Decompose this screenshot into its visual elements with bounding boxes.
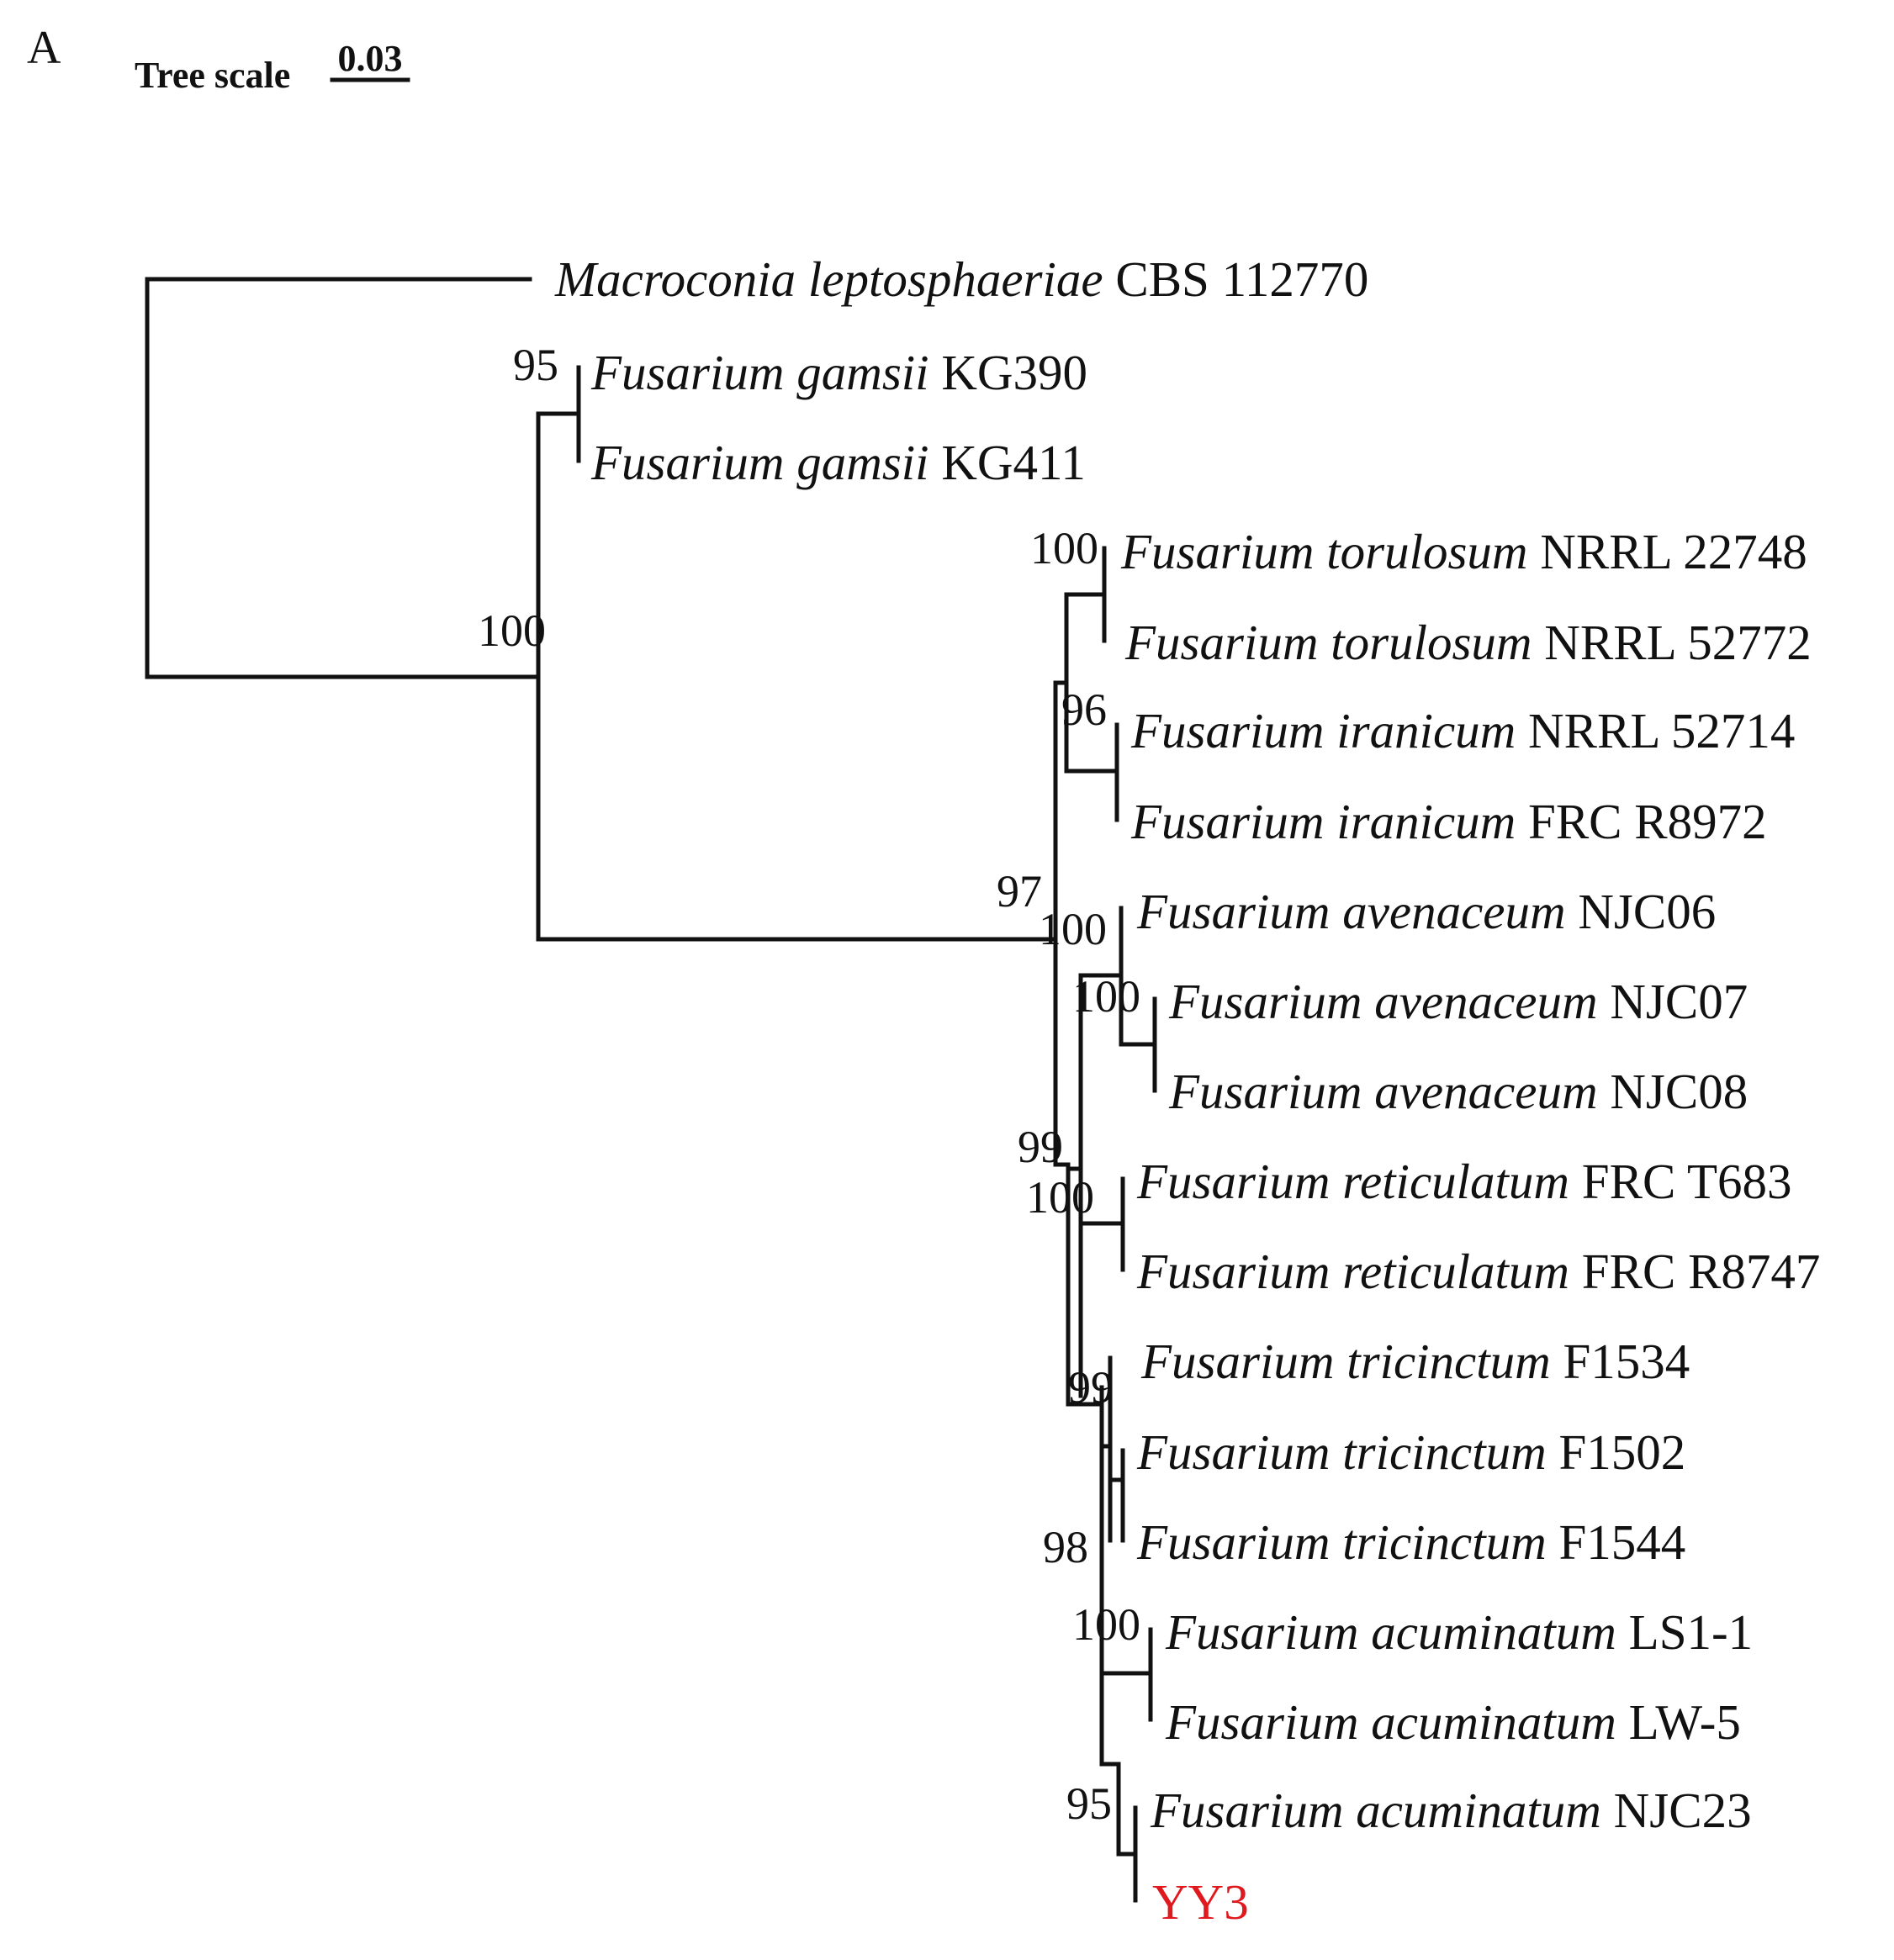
taxon-label	[1168, 1064, 1748, 1119]
taxon-species-name: Fusarium acuminatum	[1151, 1783, 1614, 1838]
panel-letter: A	[27, 22, 61, 74]
bootstrap-value: 95	[1066, 1778, 1112, 1829]
taxon-strain: F1544	[1558, 1514, 1686, 1570]
bootstrap-value: 100	[1039, 904, 1107, 954]
taxon-label	[1120, 524, 1807, 579]
taxon-strain: NRRL 52772	[1544, 615, 1812, 670]
tree-leaf-labels	[554, 251, 1820, 1930]
taxon-strain: KG411	[941, 435, 1086, 490]
bootstrap-value: 100	[478, 605, 546, 656]
taxon-strain: FRC R8747	[1581, 1244, 1821, 1299]
bootstrap-value: 99	[1068, 1362, 1114, 1413]
taxon-label	[1136, 1424, 1685, 1480]
bootstrap-value: 100	[1026, 1172, 1094, 1223]
taxon-species-name: Fusarium gamsii	[591, 345, 942, 400]
taxon-strain: NJC06	[1578, 884, 1717, 939]
bootstrap-value: 96	[1061, 684, 1107, 735]
taxon-species-name: Fusarium tricinctum	[1137, 1424, 1559, 1480]
tree-scale-title: Tree scale	[135, 55, 291, 96]
taxon-species-name: Fusarium torulosum	[1121, 524, 1541, 579]
taxon-strain: NJC07	[1610, 974, 1749, 1029]
taxon-species-name: Fusarium avenaceum	[1169, 1064, 1611, 1119]
bootstrap-value: 98	[1043, 1522, 1088, 1572]
taxon-strain: NRRL 52714	[1528, 703, 1796, 758]
bootstrap-value: 100	[1072, 1599, 1140, 1650]
bootstrap-values	[478, 340, 1140, 1829]
bootstrap-value: 95	[513, 340, 558, 390]
taxon-label	[590, 345, 1087, 400]
taxon-label	[1165, 1694, 1741, 1750]
taxon-label	[1124, 615, 1812, 670]
taxon-species-name: Fusarium reticulatum	[1137, 1244, 1582, 1299]
taxon-label	[1136, 884, 1716, 939]
bootstrap-value: 100	[1030, 523, 1098, 573]
taxon-strain: NJC08	[1610, 1064, 1749, 1119]
bootstrap-value: 100	[1072, 971, 1140, 1022]
taxon-species-name: Fusarium acuminatum	[1166, 1604, 1629, 1660]
taxon-strain: FRC R8972	[1528, 794, 1767, 849]
taxon-strain: NJC23	[1613, 1783, 1752, 1838]
taxon-label	[1136, 1244, 1820, 1299]
bootstrap-value: 99	[1018, 1122, 1063, 1172]
taxon-species-name: Fusarium iranicum	[1131, 794, 1528, 849]
taxon-label	[1136, 1514, 1685, 1570]
taxon-strain: F1534	[1563, 1334, 1690, 1389]
taxon-species-name: Fusarium iranicum	[1131, 703, 1528, 758]
taxon-strain: LW-5	[1628, 1694, 1741, 1750]
taxon-species-name: Macroconia leptosphaeriae	[555, 251, 1116, 307]
taxon-label	[1130, 703, 1795, 758]
taxon-strain: LS1-1	[1628, 1604, 1754, 1660]
taxon-species-name: Fusarium tricinctum	[1141, 1334, 1563, 1389]
taxon-species-name: Fusarium acuminatum	[1166, 1694, 1629, 1750]
taxon-label	[1130, 794, 1767, 849]
taxon-label	[1140, 1334, 1690, 1389]
taxon-label	[1136, 1154, 1792, 1209]
taxon-strain: FRC T683	[1581, 1154, 1792, 1209]
bootstrap-value: 97	[997, 866, 1042, 917]
taxon-strain: F1502	[1558, 1424, 1686, 1480]
taxon-label	[1165, 1604, 1753, 1660]
taxon-strain: KG390	[941, 345, 1088, 400]
taxon-species-name: Fusarium reticulatum	[1137, 1154, 1582, 1209]
taxon-species-name: Fusarium torulosum	[1125, 615, 1545, 670]
taxon-strain: YY3	[1152, 1874, 1249, 1930]
taxon-species-name: Fusarium tricinctum	[1137, 1514, 1559, 1570]
tree-branches	[147, 279, 1155, 1900]
taxon-species-name: Fusarium avenaceum	[1137, 884, 1579, 939]
taxon-label	[1150, 1783, 1752, 1838]
taxon-strain: NRRL 22748	[1540, 524, 1807, 579]
taxon-species-name: Fusarium gamsii	[591, 435, 942, 490]
taxon-label	[1152, 1874, 1249, 1930]
taxon-label	[554, 251, 1368, 307]
taxon-strain: CBS 112770	[1115, 251, 1369, 307]
tree-scale-value: 0.03	[337, 38, 403, 79]
taxon-label	[590, 435, 1086, 490]
taxon-species-name: Fusarium avenaceum	[1169, 974, 1611, 1029]
taxon-label	[1168, 974, 1748, 1029]
